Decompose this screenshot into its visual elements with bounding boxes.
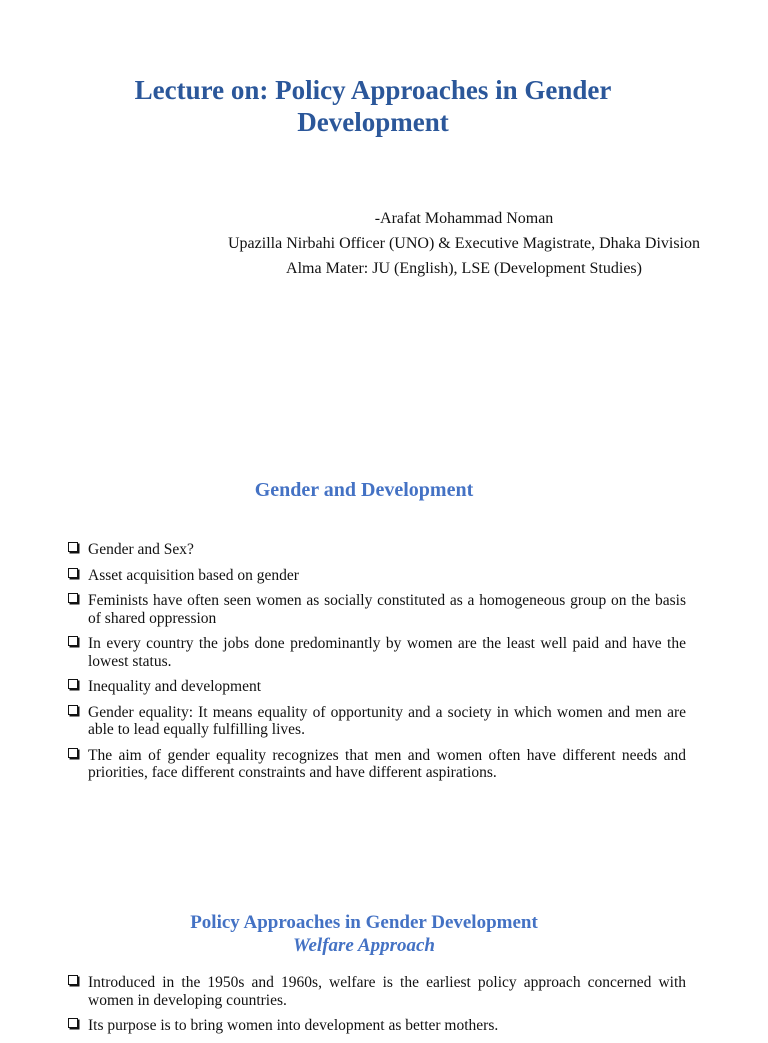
section-heading-policy-approaches: Policy Approaches in Gender Development [190,912,538,933]
list-item-text: In every country the jobs done predominantly by women are the least well paid and have the lowest status. [88,635,686,670]
checkbox-square-icon [68,568,78,578]
checkbox-square-icon [68,1018,78,1028]
list-item [66,678,686,696]
list-item [66,541,686,559]
bullet-list-welfare-approach [66,974,686,1043]
author-name: -Arafat Mohammad Noman [374,210,554,227]
list-item-text: The aim of gender equality recognizes that men and women often have different needs and priorities, face different constraints and have different aspirations. [88,746,686,781]
checkbox-square-icon [68,705,78,715]
list-item-text: Introduced in the 1950s and 1960s, welfare is the earliest policy approach concerned with women in developing countries. [88,974,686,1009]
checkbox-square-icon [68,636,78,646]
list-item-text: Gender and Sex? [88,541,194,558]
list-item-text: Feminists have often seen women as socially constituted as a homogeneous group on the basis of shared oppression [88,592,686,627]
list-item-text: Gender equality: It means equality of opportunity and a society in which women and men are able to lead equally fulfilling lives. [88,703,686,738]
author-position: Upazilla Nirbahi Officer (UNO) & Executive Magistrate, Dhaka Division [228,235,700,252]
list-item [66,747,686,782]
checkbox-square-icon [68,975,78,985]
checkbox-square-icon [68,542,78,552]
list-item [66,974,686,1009]
list-item-text: Asset acquisition based on gender [88,566,299,584]
list-item [66,567,686,585]
list-item [66,635,686,670]
list-item [66,704,686,739]
list-item-text: Inequality and development [88,678,262,695]
checkbox-square-icon [68,748,78,758]
list-item [66,592,686,627]
bullet-list-gender-development [66,541,686,790]
list-item [66,1017,686,1035]
checkbox-square-icon [68,593,78,603]
list-item-text: Its purpose is to bring women into development as better mothers. [88,1017,499,1034]
document-title: Lecture on: Policy Approaches in Gender Development [134,75,612,137]
checkbox-square-icon [68,679,78,689]
section-subheading-welfare-approach: Welfare Approach [293,935,435,956]
section-heading-gender-development: Gender and Development [254,479,474,501]
author-alma-mater: Alma Mater: JU (English), LSE (Development Studies) [286,260,642,277]
